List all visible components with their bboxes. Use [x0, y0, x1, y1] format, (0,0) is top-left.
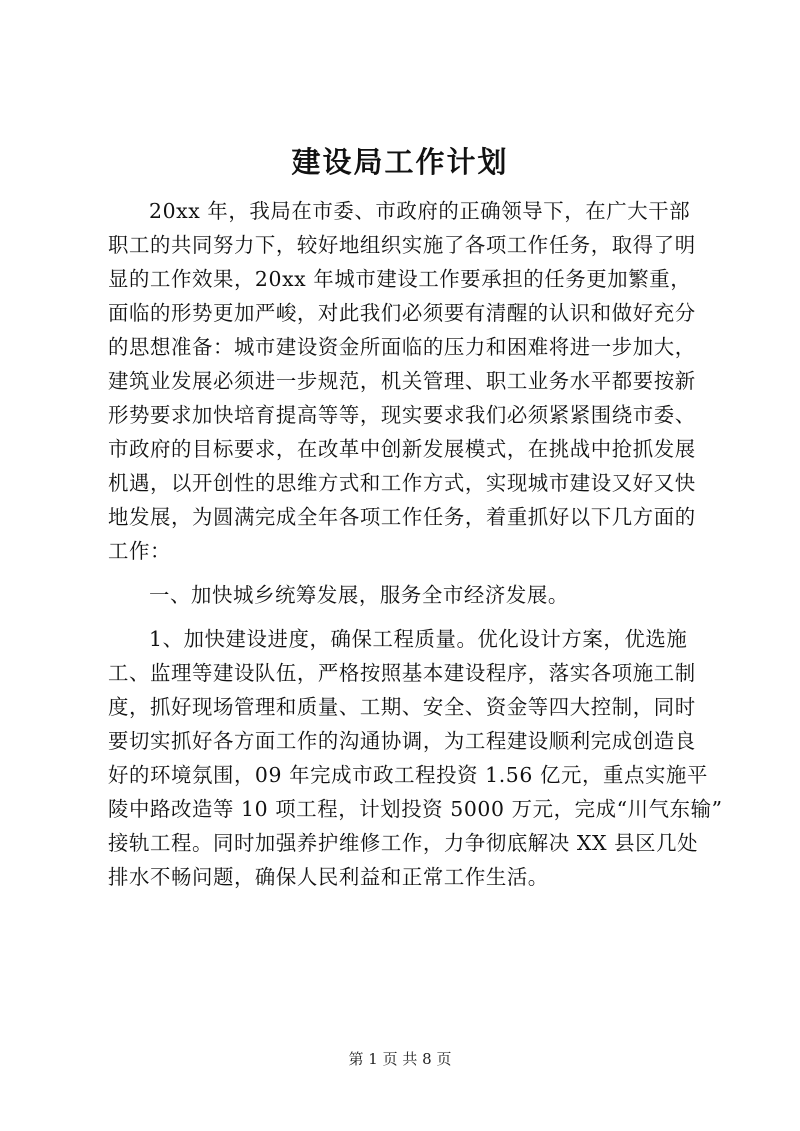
- body-line: 工作：: [108, 539, 171, 563]
- body-line: 职工的共同努力下，较好地组织实施了各项工作任务，取得了明: [108, 233, 696, 257]
- body-line: 市政府的目标要求，在改革中创新发展模式，在挑战中抢抓发展: [108, 437, 696, 461]
- body-line: 1、加快建设进度，确保工程质量。优化设计方案，优选施: [149, 627, 688, 651]
- body-line: 度，抓好现场管理和质量、工期、安全、资金等四大控制，同时: [108, 695, 696, 719]
- body-line: 建筑业发展必须进一步规范，机关管理、职工业务水平都要按新: [108, 369, 696, 393]
- body-line: 好的环境氛围，09 年完成市政工程投资 1.56 亿元，重点实施平: [108, 763, 708, 787]
- body-line: 要切实抓好各方面工作的沟通协调，为工程建设顺利完成创造良: [108, 729, 696, 753]
- body-line: 20xx 年，我局在市委、市政府的正确领导下，在广大干部: [149, 199, 691, 223]
- body-line: 机遇，以开创性的思维方式和工作方式，实现城市建设又好又快: [108, 471, 696, 495]
- page-footer: 第 1 页 共 8 页: [348, 1050, 452, 1068]
- section-heading: 一、加快城乡统筹发展，服务全市经济发展。: [149, 583, 569, 607]
- body-line: 显的工作效果，20xx 年城市建设工作要承担的任务更加繁重，: [108, 267, 692, 291]
- body-line: 面临的形势更加严峻，对此我们必须要有清醒的认识和做好充分: [108, 301, 696, 325]
- body-line: 陵中路改造等 10 项工程，计划投资 5000 万元，完成“川气东输”: [108, 797, 723, 821]
- body-line: 排水不畅问题，确保人民利益和正常工作生活。: [108, 865, 549, 889]
- body-line: 工、监理等建设队伍，严格按照基本建设程序，落实各项施工制: [108, 661, 696, 685]
- body-line: 接轨工程。同时加强养护维修工作，力争彻底解决 XX 县区几处: [108, 831, 699, 855]
- document-title: 建设局工作计划: [291, 145, 509, 179]
- body-line: 的思想准备：城市建设资金所面临的压力和困难将进一步加大，: [108, 335, 696, 359]
- body-line: 形势要求加快培育提高等等，现实要求我们必须紧紧围绕市委、: [108, 403, 696, 427]
- body-line: 地发展，为圆满完成全年各项工作任务，着重抓好以下几方面的: [108, 505, 696, 529]
